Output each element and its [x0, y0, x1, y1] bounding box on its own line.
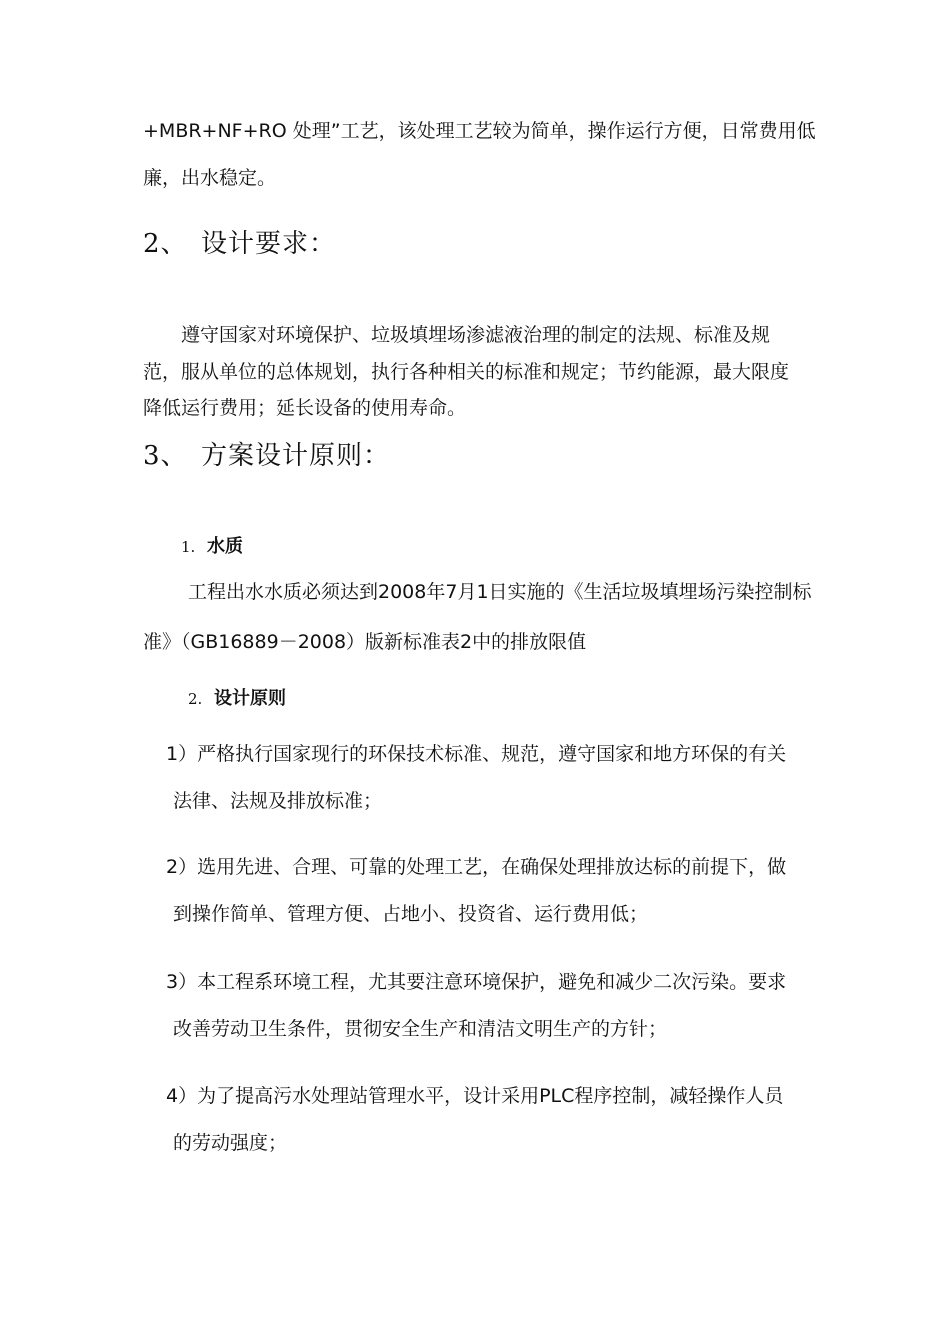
subsection-1-heading	[181, 535, 243, 559]
intro-line-1: +MBR+NF+RO 处理”工艺，该处理工艺较为简单，操作运行方便，日常费用低	[143, 120, 816, 142]
subsection-1-number: 1.	[181, 538, 196, 556]
section-2-heading	[143, 228, 336, 260]
section-2-body-line-1: 遵守国家对环境保护、垃圾填埋场渗滤液治理的制定的法规、标准及规	[181, 324, 771, 346]
section-2-body-line-2: 范，服从单位的总体规划，执行各种相关的标准和规定；节约能源，最大限度	[143, 361, 790, 383]
subsection-2-label: 设计原则	[214, 688, 286, 709]
section-3-heading	[143, 440, 390, 472]
section-3-number: 3、	[143, 441, 188, 471]
subsection-1-body-line-2: 准》（GB16889－2008）版新标准表2中的排放限值	[143, 631, 587, 653]
subsection-1-body-line-1: 工程出水水质必须达到2008年7月1日实施的《生活垃圾填埋场污染控制标	[188, 581, 812, 603]
principle-1-line-2: 法律、法规及排放标准；	[173, 790, 383, 812]
principle-1-line-1: 1）严格执行国家现行的环保技术标准、规范，遵守国家和地方环保的有关	[166, 743, 787, 765]
principle-2-line-1: 2）选用先进、合理、可靠的处理工艺，在确保处理排放达标的前提下，做	[166, 856, 787, 878]
intro-line-2: 廉，出水稳定。	[143, 167, 277, 189]
principle-4-line-2: 的劳动强度；	[173, 1132, 288, 1154]
section-2-title: 设计要求：	[201, 229, 337, 259]
section-3-title: 方案设计原则：	[201, 441, 391, 471]
section-2-body-line-3: 降低运行费用；延长设备的使用寿命。	[143, 397, 467, 419]
principle-3-line-2: 改善劳动卫生条件，贯彻安全生产和清洁文明生产的方针；	[173, 1018, 668, 1040]
subsection-1-label: 水质	[207, 536, 243, 557]
principle-3-line-1: 3）本工程系环境工程，尤其要注意环境保护，避免和减少二次污染。要求	[166, 971, 787, 993]
principle-2-line-2: 到操作简单、管理方便、占地小、投资省、运行费用低；	[173, 903, 649, 925]
subsection-2-heading	[188, 687, 286, 711]
section-2-number: 2、	[143, 229, 188, 259]
principle-4-line-1: 4）为了提高污水处理站管理水平，设计采用PLC程序控制，减轻操作人员	[166, 1085, 784, 1107]
subsection-2-number: 2.	[188, 690, 203, 708]
